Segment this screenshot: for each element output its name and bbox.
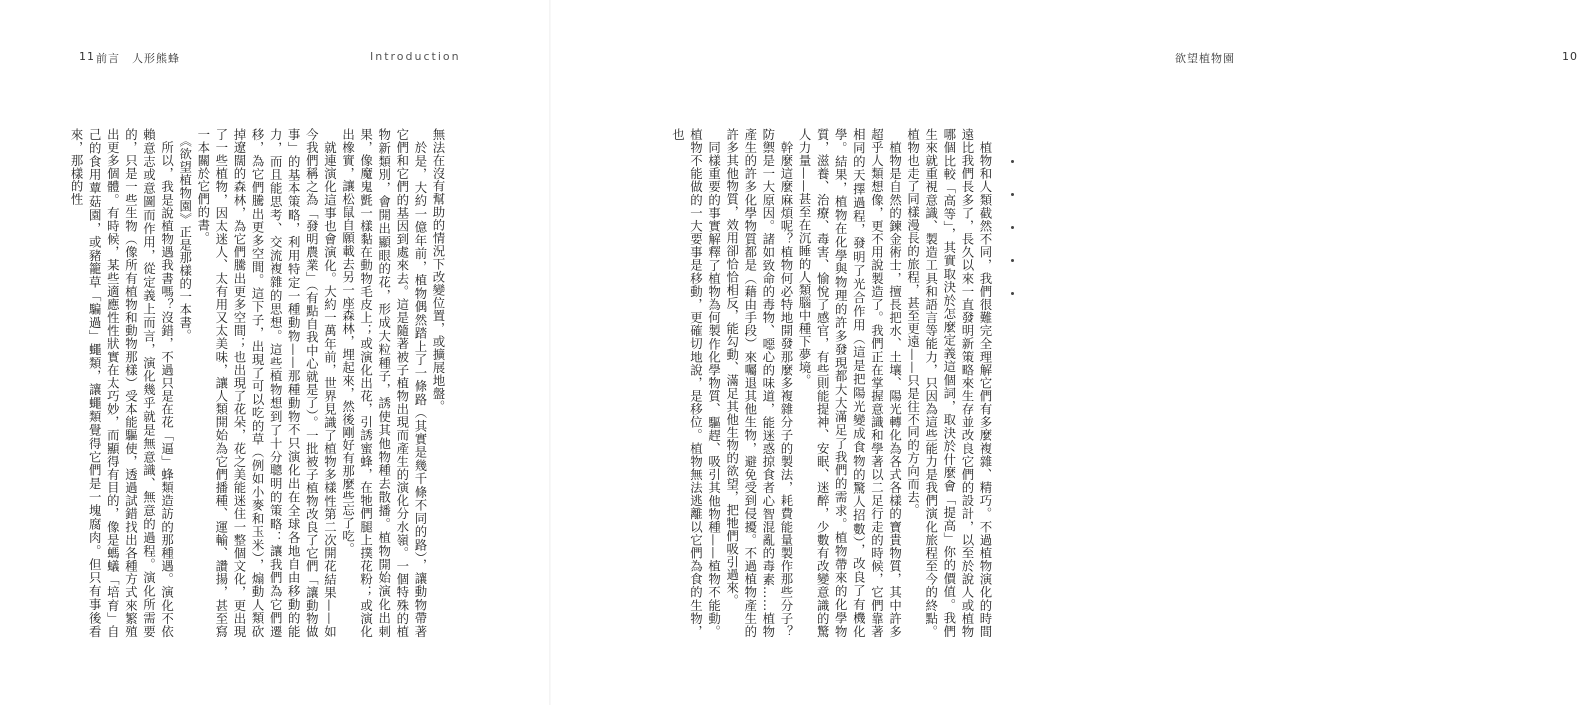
paragraph: 同樣重要的事實解釋了植物為何製作化學物質、驅趕、吸引其他物種——植物不能動。植物不能做的一大要事是移動，更確切地說，是移位。植物無法逃離以它們為食的生物，也 bbox=[670, 128, 722, 638]
ornament-dot bbox=[1011, 259, 1014, 262]
paragraph: 植物和人類截然不同，我們很難完全理解它們有多麼複雜、精巧。不過植物演化的時間遠比我們長多了，長久以來一直發明新策略來生存並改良它們的設計，以至於說人或植物哪個比較「高等」，其實取決於怎麼定義這個詞，取決於什麼會「提高」你的價值。我們生來就重視意識、製造工具和語言等能力，只因為這些能力是我們演化旅程至今的終點。植物也走了同樣漫長的旅程，甚至更遠——只是往不同的方向而去。 bbox=[905, 128, 993, 638]
page-number-right: 10 bbox=[1562, 50, 1578, 63]
running-head-left: 前言 人形熊蜂 bbox=[96, 52, 180, 65]
paragraph: 於是，大約一億年前，植物偶然踏上了一條路（其實是幾千條不同的路），讓動物帶著它們和它們的基因到處來去。這是隨著被子植物出現而產生的演化分水嶺。一個特殊的植物新類別，會開出顯眼的花，形成大粒種子，誘使其他物種去散播。植物開始演化出刺果，像魔鬼氈一樣黏在動物毛皮上；或演化出花，引誘蜜蜂，在牠們腿上撲花粉；或演化出橡實，讓松鼠自願載去另一座森林，埋起來，然後剛好有那麼些忘了吃。 bbox=[340, 128, 428, 638]
left-page bbox=[0, 0, 550, 705]
page-number-left: 11 bbox=[79, 50, 95, 63]
section-break-dots bbox=[1011, 160, 1017, 325]
paragraph: 就連演化這事也會演化。大約一萬年前，世界見識了植物多樣性第二次開花結果——如今我們稱之為「發明農業」（有點自我中心就是了）。一批被子植物改良了它們「讓動物做事」的基本策略，利用特定一種動物——那種動物不只演化出在全球各地自由移動的能力，而且能思考、交流複雜的思想。這些植物想到了十分聰明的策略：讓我們為它們遷移，為它們騰出更多空間。這下子，出現了可以吃的草（例如小麥和玉米），煽動人類砍掉遼闊的森林，為它們騰出更多空間；也出現了花朵，花之美能迷住一整個文化，更出現了一些植物，因太迷人、太有用又太美味，讓人類開始為它們播種、運輸、讚揚，甚至寫一本關於它們的書。 bbox=[195, 128, 338, 638]
section-label: Introduction bbox=[370, 50, 461, 63]
paragraph: 幹麼這麼麻煩呢？植物何必特地開發那麼多複雜分子的製法，耗費能量製作那些分子？防禦是一大原因。諸如致命的毒物、噁心的味道，能迷惑掠食者心智混亂的毒素……植物產生的許多化學物質都是（藉由手段）來囑退其他生物，避免受到侵擾。不過植物產生的許多其他物質，效用卻恰恰相反，能勾動、滿足其他生物的欲望，把牠們吸引過來。 bbox=[724, 128, 794, 638]
paragraph: 無法在沒有幫助的情況下改變位置，或擴展地盤。 bbox=[431, 128, 446, 413]
running-head-right: 欲望植物園 bbox=[1175, 52, 1235, 65]
right-page-body bbox=[634, 128, 994, 638]
ornament-dot bbox=[1011, 226, 1014, 229]
ornament-dot bbox=[1011, 193, 1014, 196]
paragraph: 所以，我是說植物遇我書嗎？沒錯，不過只是在花「逼」蜂類造訪的那種遇。演化不依賴意志或意圖而作用，從定義上而言，演化幾乎就是無意識、無意的過程。演化所需要的，只是一些生物（像所有植物和動物那樣）受本能驅使，透過試錯找出各種方式來繁殖出更多個體。有時候，某些適應性性狀實在太巧妙，而顯得有目的，像是螞蟻「培育」自己的食用蕈菇園，或豬籠草「騙過」蠅類，讓蠅類覺得它們是一塊腐肉。但只有事後看來，那樣的性 bbox=[69, 128, 175, 638]
ornament-dot bbox=[1011, 292, 1014, 295]
ornament-dot bbox=[1011, 160, 1014, 163]
left-page-body bbox=[70, 128, 447, 638]
paragraph: 《欲望植物園》正是那樣的一本書。 bbox=[177, 128, 193, 342]
paragraph: 植物是自然的鍊金術士，擅長把水、土壤、陽光轉化為各式各樣的寶貴物質，其中許多超乎人類想像，更不用說製造了。我們正在掌握意識和學著以二足行走的時候，它們靠著相同的天擇過程，發明了光合作用（這是把陽光變成食物的驚人招數），改良了有機化學。結果，植物在化學與物理的許多發現都大大滿足了我們的需求。植物帶來的化學物質，滋養、治療、毒害、愉悅了感官，有些則能提神、安眠、迷醉，少數有改變意識的驚人力量——甚至在沉睡的人類腦中種下夢境。 bbox=[797, 128, 903, 638]
